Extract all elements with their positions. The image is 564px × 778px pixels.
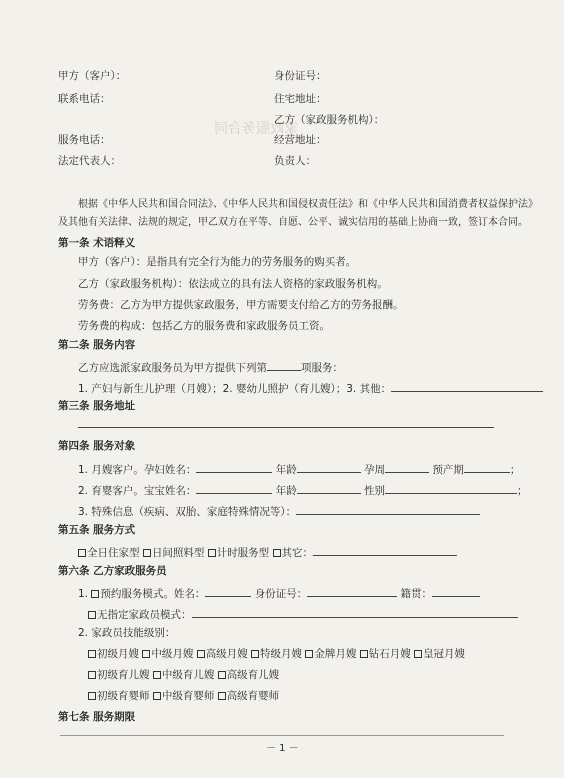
baby-name-label: 2. 育婴客户。宝宝姓名： xyxy=(78,485,197,497)
article-1-title: 第一条 术语释义 xyxy=(58,237,136,249)
service-options-text: 1. 产妇与新生儿护理（月嫂）；2. 婴幼儿照护（育儿嫂）；3. 其他： xyxy=(78,383,392,395)
senior-maternity-checkbox[interactable] xyxy=(197,650,205,658)
id-number-label: 身份证号： xyxy=(274,70,327,82)
reserved-mode-row xyxy=(78,585,480,601)
daytime-care-checkbox[interactable] xyxy=(143,549,151,557)
crown-maternity-checkbox[interactable] xyxy=(414,650,422,658)
page-number: － 1 － xyxy=(266,743,299,754)
infant-client-row xyxy=(78,482,528,498)
worker-id-label: 身份证号： xyxy=(254,588,308,600)
unassigned-mode-label: 无指定家政员模式： xyxy=(97,609,192,621)
article-2-line-1 xyxy=(78,359,343,375)
reserved-mode-checkbox[interactable] xyxy=(91,590,99,598)
person-in-charge-label: 负责人： xyxy=(274,155,316,167)
article-1-para-2: 乙方（家政服务机构）：依法成立的具有法人资格的家政服务机构。 xyxy=(78,278,388,290)
full-time-live-in-label: 全日住家型 xyxy=(87,547,140,559)
hourly-service-label: 计时服务型 xyxy=(216,547,270,559)
party-a-label: 甲方（客户）： xyxy=(58,70,127,82)
pregnant-name-field[interactable] xyxy=(196,461,272,473)
unassigned-mode-row xyxy=(88,606,518,622)
level-label: 初级育婴师 xyxy=(97,690,150,702)
other-service-field[interactable] xyxy=(391,380,543,392)
junior-maternity-checkbox[interactable] xyxy=(88,650,96,658)
level-label: 高级月嫂 xyxy=(205,648,248,660)
native-place-label: 籍贯： xyxy=(400,588,433,600)
business-address-label: 经营地址： xyxy=(274,134,327,146)
service-item-number-field[interactable] xyxy=(267,359,301,371)
article-1-para-4: 劳务费的构成：包括乙方的服务费和家政服务员工资。 xyxy=(78,320,330,332)
other-mode-checkbox[interactable] xyxy=(273,549,281,557)
senior-caregiver-checkbox[interactable] xyxy=(218,692,226,700)
worker-name-field[interactable] xyxy=(205,585,251,597)
party-b-label: 乙方（家政服务机构）： xyxy=(274,114,385,126)
intro-line-1: 根据《中华人民共和国合同法》、《中华人民共和国侵权责任法》和《中华人民共和国消费者权益保护法》 xyxy=(78,199,538,210)
row-terminator: ； xyxy=(509,464,521,476)
gold-maternity-checkbox[interactable] xyxy=(305,650,313,658)
service-item-suffix: 项服务： xyxy=(301,362,343,374)
footer-divider xyxy=(60,735,504,736)
intro-line-2: 及其他有关法律、法规的规定，甲乙双方在平等、自愿、公平、诚实信用的基础上协商一致，签订本合同。 xyxy=(58,217,528,228)
intermediate-maternity-checkbox[interactable] xyxy=(142,650,150,658)
other-mode-label: 其它： xyxy=(281,547,314,559)
service-phone-label: 服务电话： xyxy=(58,134,111,146)
unassigned-mode-field[interactable] xyxy=(192,606,518,618)
special-info-row xyxy=(78,503,480,519)
show-through-text: 家政服务合同 xyxy=(214,121,298,137)
maternity-nurse-levels xyxy=(88,648,465,661)
article-4-title: 第四条 服务对象 xyxy=(58,440,136,452)
baby-gender-label: 性别 xyxy=(364,485,386,497)
infant-caregiver-levels xyxy=(88,690,279,703)
legal-representative-label: 法定代表人： xyxy=(58,155,121,167)
full-time-live-in-checkbox[interactable] xyxy=(78,549,86,557)
contact-phone-label: 联系电话： xyxy=(58,93,111,105)
gestation-week-label: 孕周 xyxy=(364,464,386,476)
special-info-label: 3. 特殊信息（疾病、双胎、家庭特殊情况等）： xyxy=(78,506,297,518)
junior-caregiver-checkbox[interactable] xyxy=(88,692,96,700)
junior-nanny-checkbox[interactable] xyxy=(88,671,96,679)
home-address-label: 住宅地址： xyxy=(274,93,327,105)
due-date-label: 预产期 xyxy=(432,464,464,476)
baby-age-label: 年龄 xyxy=(275,485,297,497)
level-label: 中级月嫂 xyxy=(151,648,194,660)
hourly-service-checkbox[interactable] xyxy=(208,549,216,557)
senior-nanny-checkbox[interactable] xyxy=(218,671,226,679)
gestation-week-field[interactable] xyxy=(385,461,429,473)
service-mode-options xyxy=(78,544,457,560)
baby-age-field[interactable] xyxy=(297,482,361,494)
diamond-maternity-checkbox[interactable] xyxy=(360,650,368,658)
skill-level-heading: 2. 家政员技能级别： xyxy=(78,627,176,639)
native-place-field[interactable] xyxy=(432,585,480,597)
item-number: 1. xyxy=(78,588,92,600)
level-label: 中级育婴师 xyxy=(161,690,215,702)
level-label: 初级育儿嫂 xyxy=(97,669,150,681)
nanny-levels xyxy=(88,669,279,682)
pregnant-age-field[interactable] xyxy=(297,461,361,473)
article-6-title: 第六条 乙方家政服务员 xyxy=(58,565,167,577)
level-label: 高级育婴师 xyxy=(226,690,280,702)
pregnant-age-label: 年龄 xyxy=(275,464,297,476)
article-1-para-3: 劳务费：乙方为甲方提供家政服务，甲方需要支付给乙方的劳务报酬。 xyxy=(78,299,404,311)
service-address-field[interactable] xyxy=(78,416,494,432)
level-label: 钻石月嫂 xyxy=(368,648,411,660)
maternity-client-row xyxy=(78,461,520,477)
due-date-field[interactable] xyxy=(464,461,510,473)
special-maternity-checkbox[interactable] xyxy=(251,650,259,658)
article-7-title: 第七条 服务期限 xyxy=(58,711,136,723)
article-3-title: 第三条 服务地址 xyxy=(58,400,136,412)
baby-gender-field[interactable] xyxy=(385,482,517,494)
reserved-mode-label: 预约服务模式。姓名： xyxy=(100,588,206,600)
intermediate-caregiver-checkbox[interactable] xyxy=(153,692,161,700)
article-2-title: 第二条 服务内容 xyxy=(58,339,136,351)
unassigned-mode-checkbox[interactable] xyxy=(88,611,96,619)
baby-name-field[interactable] xyxy=(196,482,272,494)
article-2-line-2 xyxy=(78,380,543,396)
daytime-care-label: 日间照料型 xyxy=(151,547,205,559)
article-5-title: 第五条 服务方式 xyxy=(58,524,136,536)
article-1-para-1: 甲方（客户）：是指具有完全行为能力的劳务服务的购买者。 xyxy=(78,256,357,268)
level-label: 皇冠月嫂 xyxy=(423,648,466,660)
level-label: 中级育儿嫂 xyxy=(161,669,215,681)
other-mode-field[interactable] xyxy=(313,544,457,556)
level-label: 高级育儿嫂 xyxy=(226,669,280,681)
row-terminator: ； xyxy=(517,485,528,497)
level-label: 初级月嫂 xyxy=(97,648,139,660)
worker-id-field[interactable] xyxy=(307,585,397,597)
intermediate-nanny-checkbox[interactable] xyxy=(153,671,161,679)
level-label: 金牌月嫂 xyxy=(314,648,357,660)
pregnant-name-label: 1. 月嫂客户。孕妇姓名： xyxy=(78,464,197,476)
special-info-field[interactable] xyxy=(296,503,480,515)
service-item-prefix: 乙方应选派家政服务员为甲方提供下列第 xyxy=(78,362,267,374)
level-label: 特级月嫂 xyxy=(260,648,303,660)
